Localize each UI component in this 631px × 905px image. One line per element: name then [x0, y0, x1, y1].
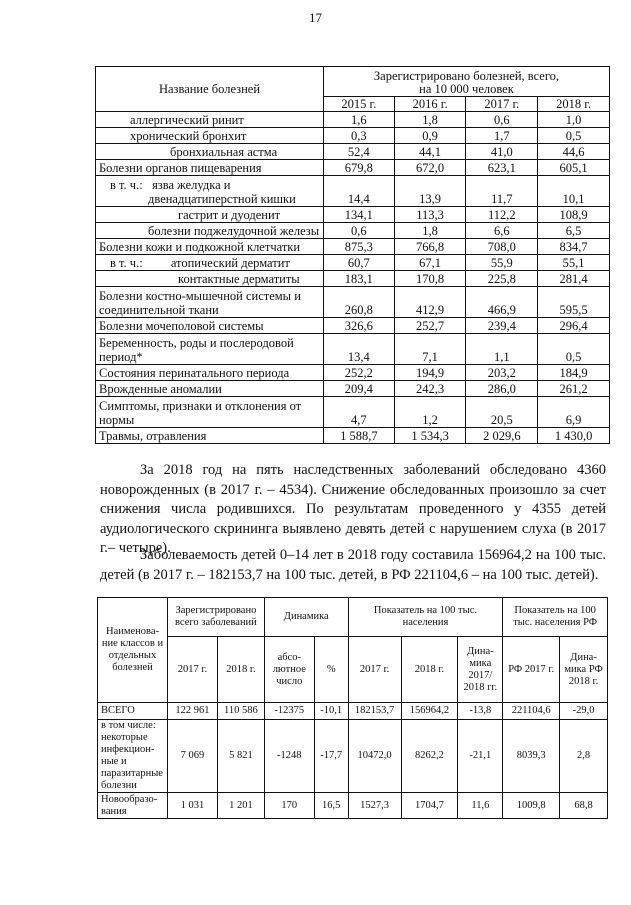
header-year-2018: 2018 г.: [538, 97, 610, 112]
table-row: [96, 428, 610, 444]
cell-value: 2 029,6: [466, 428, 538, 444]
cell-value: 6,6: [466, 223, 538, 239]
cell-value: 13,4: [323, 334, 394, 365]
table-row: [96, 207, 610, 223]
cell-value: 1 201: [217, 793, 264, 819]
cell-value: 184,9: [538, 365, 610, 381]
cell-value: 44,1: [394, 144, 466, 160]
cell-value: 286,0: [466, 381, 538, 397]
cell-value: 6,5: [538, 223, 610, 239]
cell-value: 260,8: [323, 287, 394, 318]
table-row: [96, 255, 610, 271]
row-prefix: в т. ч.:: [110, 178, 143, 192]
row-label: в т. ч.: язва желудка и двенадцатиперстной кишки: [96, 176, 324, 207]
header-year-2015: 2015 г.: [323, 97, 394, 112]
cell-value: 1,7: [466, 128, 538, 144]
cell-value: 0,3: [323, 128, 394, 144]
table-row: [96, 365, 610, 381]
cell-value: 16,5: [314, 793, 348, 819]
cell-value: 252,7: [394, 318, 466, 334]
cell-value: 261,2: [538, 381, 610, 397]
cell-value: 14,4: [323, 176, 394, 207]
cell-value: 112,2: [466, 207, 538, 223]
paragraph-child-morbidity: Заболеваемость детей 0–14 лет в 2018 году составила 156964,2 на 100 тыс. детей (в 2017 г. – 182153,7 на 100 тыс. детей, в РФ 221104,6 – на 100 тыс. детей).: [100, 547, 606, 583]
cell-value: 466,9: [466, 287, 538, 318]
header-2017: 2017 г.: [167, 637, 217, 703]
row-label: аллергический ринит: [96, 112, 324, 128]
row-label: Болезни костно-мышечной системы и соединительной ткани: [96, 287, 324, 318]
cell-value: 6,9: [538, 397, 610, 428]
cell-value: 221104,6: [503, 703, 560, 720]
header-indicator-2018: 2018 г.: [401, 637, 458, 703]
row-prefix: в т. ч.:: [110, 256, 143, 270]
table-row: [96, 334, 610, 365]
cell-value: 7 069: [167, 720, 217, 793]
cell-value: -12375: [264, 703, 314, 720]
cell-value: 52,4: [323, 144, 394, 160]
header-2018: 2018 г.: [217, 637, 264, 703]
cell-value: 0,5: [538, 334, 610, 365]
header-disease-class: Наименова-ние классов и отдельных болезней: [98, 598, 168, 703]
table-row: [96, 223, 610, 239]
cell-value: -29,0: [560, 703, 608, 720]
paragraph-newborn-screening: За 2018 год на пять наследственных заболеваний обследовано 4360 новорожденных (в 2017 г. – 4534). Снижение обследованных произошло за счет снижения числа родившихся. По результатам проведенного у 4355 детей аудиологического скрининга выявлено девять детей с нарушением слуха (в 2017 г.– четыре).: [100, 462, 606, 556]
row-label: контактные дерматиты: [96, 271, 324, 287]
cell-value: 108,9: [538, 207, 610, 223]
cell-value: 225,8: [466, 271, 538, 287]
row-label: Травмы, отравления: [96, 428, 324, 444]
row-label: ВСЕГО: [98, 703, 168, 720]
table-row: [96, 128, 610, 144]
cell-value: 326,6: [323, 318, 394, 334]
cell-value: 44,6: [538, 144, 610, 160]
cell-value: 1,2: [394, 397, 466, 428]
cell-value: 0,9: [394, 128, 466, 144]
table-row: [96, 176, 610, 207]
cell-value: 252,2: [323, 365, 394, 381]
header-dynamics-indicator: Дина-мика 2017/ 2018 гг.: [458, 637, 503, 703]
cell-value: 1,8: [394, 112, 466, 128]
table-row: [96, 160, 610, 176]
cell-value: 209,4: [323, 381, 394, 397]
cell-value: 55,1: [538, 255, 610, 271]
row-label: в том числе: некоторые инфекцион-ные и паразитарные болезни: [98, 720, 168, 793]
cell-value: 281,4: [538, 271, 610, 287]
cell-value: 1,6: [323, 112, 394, 128]
cell-value: -13,8: [458, 703, 503, 720]
header-indicator: Показатель на 100 тыс. населения: [348, 598, 503, 637]
table-row: [98, 793, 608, 819]
row-label: Беременность, роды и послеродовой период*: [96, 334, 324, 365]
cell-value: 875,3: [323, 239, 394, 255]
cell-value: 134,1: [323, 207, 394, 223]
cell-value: 605,1: [538, 160, 610, 176]
cell-value: 834,7: [538, 239, 610, 255]
table-row: [96, 112, 610, 128]
cell-value: 13,9: [394, 176, 466, 207]
cell-value: 1704,7: [401, 793, 458, 819]
cell-value: 412,9: [394, 287, 466, 318]
row-label: Новообразо-вания: [98, 793, 168, 819]
table-row: [96, 287, 610, 318]
table-header-row: [98, 598, 608, 637]
row-label: бронхиальная астма: [96, 144, 324, 160]
row-label: Состояния перинатального периода: [96, 365, 324, 381]
cell-value: 4,7: [323, 397, 394, 428]
cell-value: 170: [264, 793, 314, 819]
header-indicator-2017: 2017 г.: [348, 637, 401, 703]
child-morbidity-table: [97, 597, 608, 819]
cell-value: 0,6: [466, 112, 538, 128]
cell-value: 1,1: [466, 334, 538, 365]
cell-value: 203,2: [466, 365, 538, 381]
table-row: [98, 720, 608, 793]
header-year-2016: 2016 г.: [394, 97, 466, 112]
row-label: Болезни мочеполовой системы: [96, 318, 324, 334]
header-absolute: абсо-лютное число: [264, 637, 314, 703]
cell-value: 672,0: [394, 160, 466, 176]
cell-value: 156964,2: [401, 703, 458, 720]
cell-value: 242,3: [394, 381, 466, 397]
cell-value: 10,1: [538, 176, 610, 207]
cell-value: 1527,3: [348, 793, 401, 819]
header-rf-2017: РФ 2017 г.: [503, 637, 560, 703]
cell-value: 8262,2: [401, 720, 458, 793]
header-registered-per-10000: Зарегистрировано болезней, всего, на 10 000 человек: [323, 67, 609, 97]
cell-value: 708,0: [466, 239, 538, 255]
cell-value: 1009,8: [503, 793, 560, 819]
page-number: 17: [309, 10, 322, 25]
cell-value: 296,4: [538, 318, 610, 334]
cell-value: 0,6: [323, 223, 394, 239]
cell-value: 766,8: [394, 239, 466, 255]
cell-value: 7,1: [394, 334, 466, 365]
cell-value: 10472,0: [348, 720, 401, 793]
cell-value: -10,1: [314, 703, 348, 720]
row-label: Врожденные аномалии: [96, 381, 324, 397]
cell-value: 1 534,3: [394, 428, 466, 444]
header-dynamics-rf: Дина-мика РФ 2018 г.: [560, 637, 608, 703]
row-label: болезни поджелудочной железы: [96, 223, 324, 239]
cell-value: 1,0: [538, 112, 610, 128]
row-label: Болезни кожи и подкожной клетчатки: [96, 239, 324, 255]
cell-value: 68,8: [560, 793, 608, 819]
table-row: [96, 144, 610, 160]
cell-value: 5 821: [217, 720, 264, 793]
cell-value: 20,5: [466, 397, 538, 428]
header-year-2017: 2017 г.: [466, 97, 538, 112]
row-label: в т. ч.: атопический дерматит: [96, 255, 324, 271]
cell-value: 595,5: [538, 287, 610, 318]
cell-value: -17,7: [314, 720, 348, 793]
cell-value: 11,6: [458, 793, 503, 819]
row-label: Симптомы, признаки и отклонения от нормы: [96, 397, 324, 428]
header-disease-name: Название болезней: [96, 67, 324, 112]
table-row: [96, 318, 610, 334]
table-row: [96, 397, 610, 428]
table-header-row: [96, 67, 610, 97]
cell-value: 623,1: [466, 160, 538, 176]
cell-value: 239,4: [466, 318, 538, 334]
row-label: гастрит и дуоденит: [96, 207, 324, 223]
cell-value: 113,3: [394, 207, 466, 223]
table-subheader-row: [98, 637, 608, 703]
cell-value: 182153,7: [348, 703, 401, 720]
cell-value: 2,8: [560, 720, 608, 793]
header-percent: %: [314, 637, 348, 703]
cell-value: 41,0: [466, 144, 538, 160]
cell-value: -21,1: [458, 720, 503, 793]
row-label: хронический бронхит: [96, 128, 324, 144]
header-dynamics: Динамика: [264, 598, 348, 637]
cell-value: 1 031: [167, 793, 217, 819]
cell-value: 8039,3: [503, 720, 560, 793]
cell-value: 679,8: [323, 160, 394, 176]
cell-value: 1 588,7: [323, 428, 394, 444]
cell-value: 11,7: [466, 176, 538, 207]
cell-value: 1,8: [394, 223, 466, 239]
cell-value: 183,1: [323, 271, 394, 287]
cell-value: 122 961: [167, 703, 217, 720]
cell-value: 67,1: [394, 255, 466, 271]
cell-value: 110 586: [217, 703, 264, 720]
disease-table-per-10000: [95, 66, 610, 444]
table-row: [96, 381, 610, 397]
table-row: [98, 703, 608, 720]
table-row: [96, 239, 610, 255]
cell-value: 55,9: [466, 255, 538, 271]
header-indicator-rf: Показатель на 100 тыс. населения РФ: [503, 598, 608, 637]
cell-value: -1248: [264, 720, 314, 793]
row-label: Болезни органов пищеварения: [96, 160, 324, 176]
cell-value: 170,8: [394, 271, 466, 287]
cell-value: 1 430,0: [538, 428, 610, 444]
cell-value: 194,9: [394, 365, 466, 381]
header-registered: Зарегистрировано всего заболеваний: [167, 598, 264, 637]
cell-value: 0,5: [538, 128, 610, 144]
table-row: [96, 271, 610, 287]
cell-value: 60,7: [323, 255, 394, 271]
